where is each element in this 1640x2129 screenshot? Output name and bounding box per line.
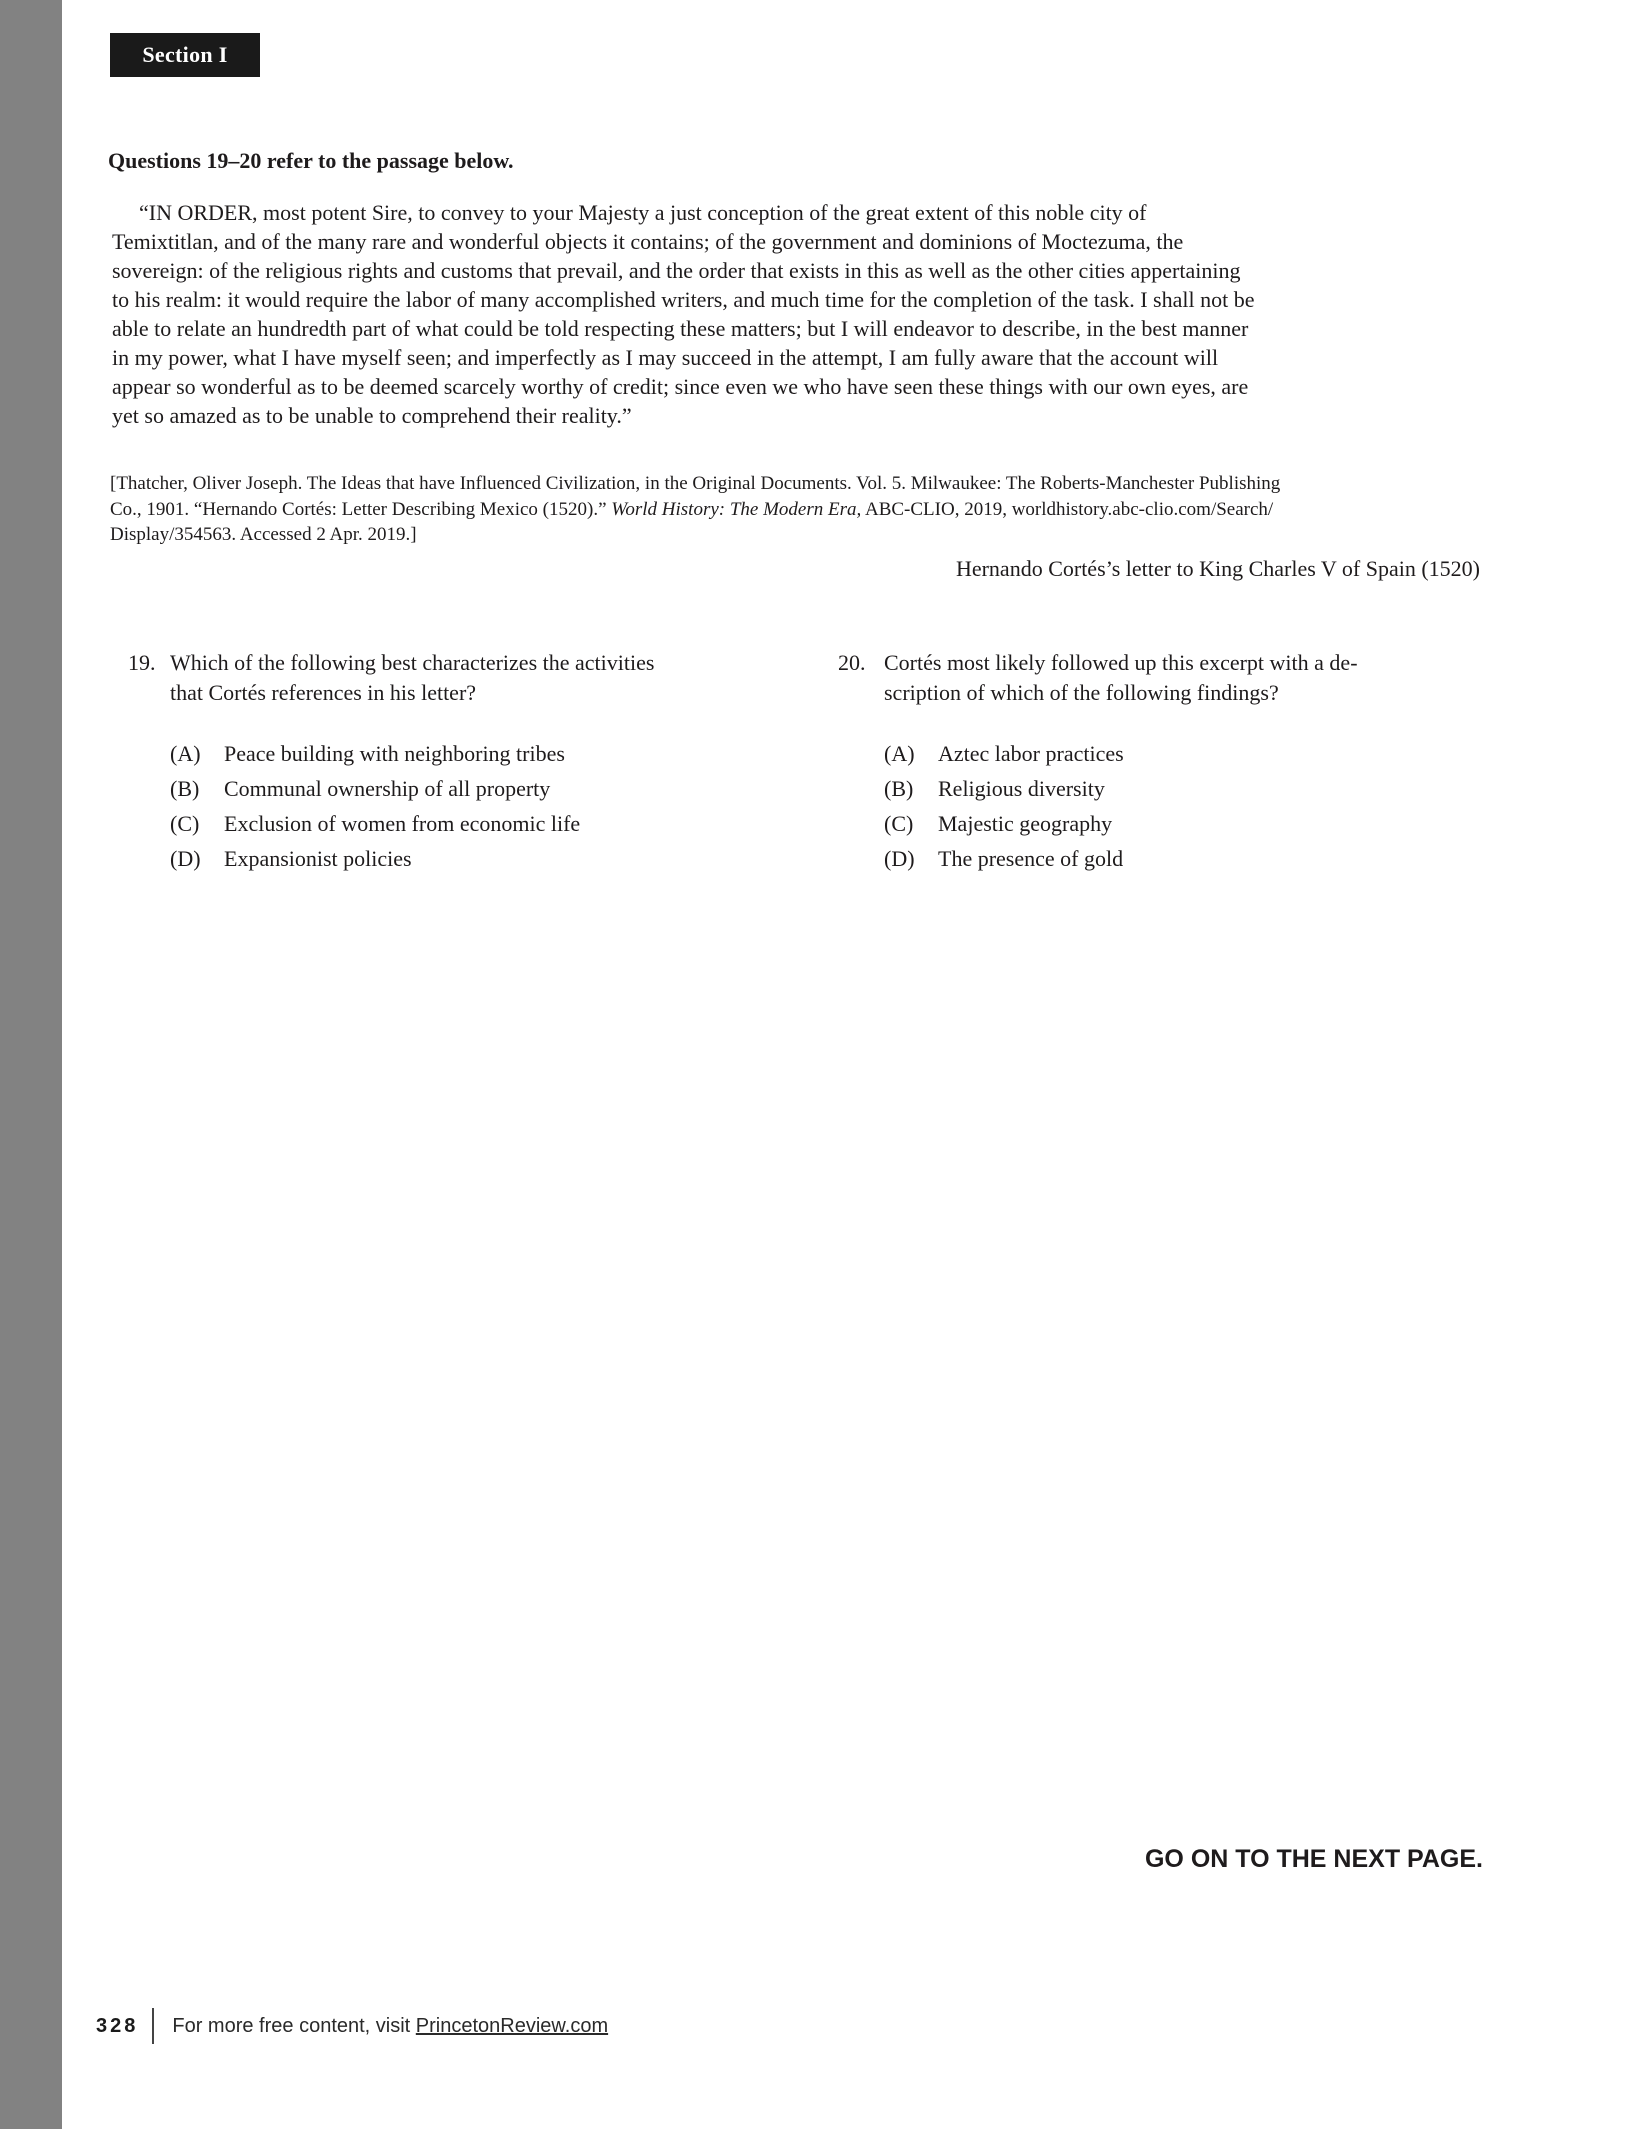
question-text-line: Cortés most likely followed up this excerpt with a de-	[884, 650, 1358, 675]
question-20	[838, 648, 1480, 876]
choice-row-a	[884, 736, 1480, 771]
passage-text	[112, 198, 1254, 430]
citation-line: [Thatcher, Oliver Joseph. The Ideas that have Influenced Civilization, in the Original Documents. Vol. 5. Milwaukee: The Roberts-Manchester Publishing	[110, 473, 1281, 494]
answer-choices	[884, 736, 1480, 876]
citation-text: ABC-CLIO, 2019, worldhistory.abc-clio.com/Search/	[861, 498, 1274, 520]
choice-row-c	[884, 806, 1480, 841]
footer-promo	[172, 2015, 608, 2038]
citation-line: Display/354563. Accessed 2 Apr. 2019.]	[110, 524, 417, 545]
left-margin-bar	[0, 0, 62, 2129]
choice-text: Majestic geography	[938, 811, 1113, 836]
choice-row-d	[884, 841, 1480, 876]
footer-promo-text: For more free content, visit	[172, 2014, 416, 2037]
passage-line: appear so wonderful as to be deemed scarcely worthy of credit; since even we who have seen these things with our own eyes, are	[112, 374, 1249, 399]
choice-text: Exclusion of women from economic life	[224, 811, 581, 836]
source-citation	[110, 471, 1280, 548]
citation-work-title: World History: The Modern Era,	[611, 498, 862, 520]
choice-text: Aztec labor practices	[938, 741, 1124, 766]
choice-text: Religious diversity	[938, 776, 1105, 801]
choice-letter: (C)	[884, 811, 914, 836]
page-footer	[96, 2008, 608, 2044]
princeton-review-link[interactable]: PrincetonReview.com	[415, 2014, 609, 2037]
question-text-line: scription of which of the following findings?	[884, 680, 1279, 705]
choice-text: Expansionist policies	[224, 846, 412, 871]
page-number: 328	[96, 2014, 139, 2037]
question-number: 20.	[838, 650, 866, 675]
footer-divider	[152, 2008, 154, 2044]
choice-text: The presence of gold	[938, 846, 1124, 871]
citation-line	[110, 497, 1280, 523]
choice-letter: (D)	[170, 846, 201, 871]
choice-row-c	[170, 806, 838, 841]
choice-row-b	[170, 771, 838, 806]
choice-row-b	[884, 771, 1480, 806]
citation-text: Co., 1901. “Hernando Cortés: Letter Describing Mexico (1520).”	[110, 498, 612, 520]
question-text-line: that Cortés references in his letter?	[170, 680, 477, 705]
passage-reference-heading: Questions 19–20 refer to the passage below.	[108, 148, 514, 173]
choice-text: Peace building with neighboring tribes	[224, 741, 565, 766]
choice-letter: (A)	[884, 741, 915, 766]
passage-line: in my power, what I have myself seen; and imperfectly as I may succeed in the attempt, I am fully aware that the account will	[112, 345, 1219, 370]
choice-row-d	[170, 841, 838, 876]
question-text-line: Which of the following best characterizes the activities	[170, 650, 655, 675]
choice-letter: (A)	[170, 741, 201, 766]
section-badge: Section I	[110, 33, 260, 77]
passage-line: “IN ORDER, most potent Sire, to convey to your Majesty a just conception of the great extent of this noble city of	[139, 200, 1147, 225]
passage-line: to his realm: it would require the labor of many accomplished writers, and much time for the completion of the task. I shall not be	[112, 287, 1255, 312]
choice-letter: (D)	[884, 846, 915, 871]
passage-line: able to relate an hundredth part of what could be told respecting these matters; but I will endeavor to describe, in the best manner	[112, 316, 1249, 341]
passage-line: sovereign: of the religious rights and customs that prevail, and the order that exists in this as well as the other cities appertaining	[112, 258, 1241, 283]
passage-line: yet so amazed as to be unable to comprehend their reality.”	[112, 403, 632, 428]
choice-letter: (C)	[170, 811, 200, 836]
go-on-instruction: GO ON TO THE NEXT PAGE.	[1144, 1845, 1483, 1873]
question-number: 19.	[128, 650, 156, 675]
questions-section	[128, 648, 1480, 876]
choice-row-a	[170, 736, 838, 771]
question-19	[128, 648, 838, 876]
choice-letter: (B)	[884, 776, 914, 801]
attribution-line: Hernando Cortés’s letter to King Charles V of Spain (1520)	[955, 556, 1480, 581]
passage-line: Temixtitlan, and of the many rare and wonderful objects it contains; of the government and dominions of Moctezuma, the	[112, 229, 1184, 254]
choice-text: Communal ownership of all property	[224, 776, 551, 801]
choice-letter: (B)	[170, 776, 200, 801]
answer-choices	[170, 736, 838, 876]
